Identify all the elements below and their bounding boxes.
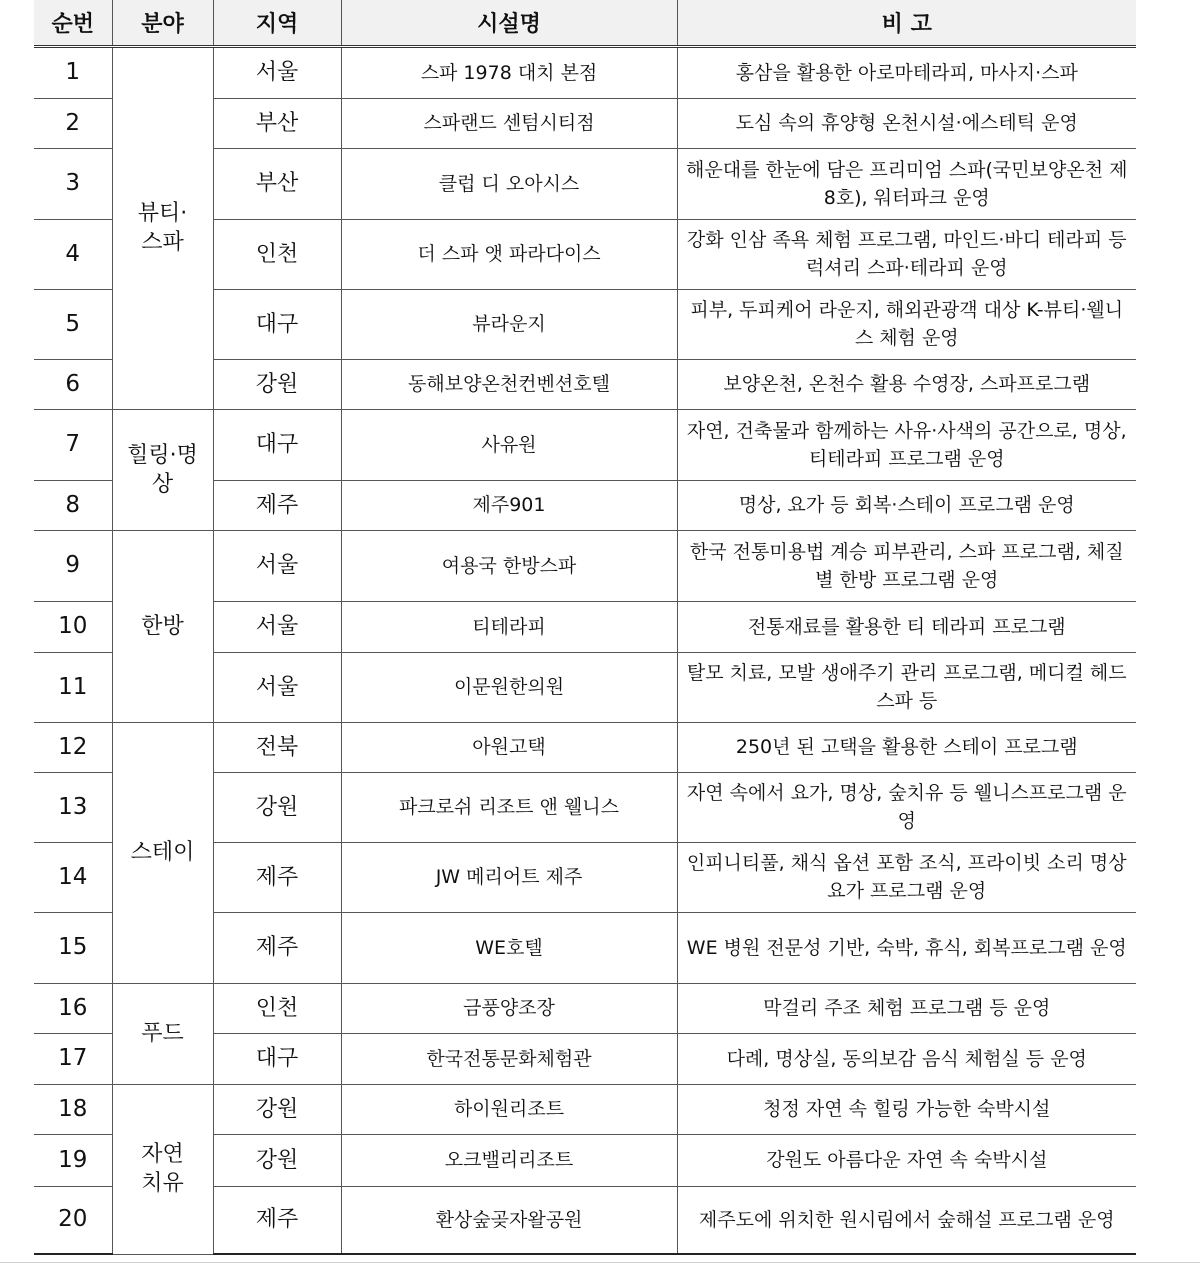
note-cell: 한국 전통미용법 계승 피부관리, 스파 프로그램, 체질별 한방 프로그램 운영 <box>677 530 1136 601</box>
header-field: 분야 <box>112 0 213 46</box>
facility-table <box>34 0 1136 1255</box>
row-number: 8 <box>34 480 112 530</box>
note-cell: 피부, 두피케어 라운지, 해외관광객 대상 K-뷰티·웰니스 체험 운영 <box>677 289 1136 359</box>
region-cell: 서울 <box>213 652 341 722</box>
row-number: 7 <box>34 409 112 480</box>
table-row <box>34 530 1136 601</box>
note-cell: 홍삼을 활용한 아로마테라피, 마사지·스파 <box>677 46 1136 98</box>
note-cell: 강원도 아름다운 자연 속 숙박시설 <box>677 1134 1136 1186</box>
facility-name-cell: WE호텔 <box>341 912 677 983</box>
note-cell: 자연, 건축물과 함께하는 사유·사색의 공간으로, 명상, 티테라피 프로그램 운영 <box>677 409 1136 480</box>
note-cell: 250년 된 고택을 활용한 스테이 프로그램 <box>677 722 1136 772</box>
facility-name-cell: 아원고택 <box>341 722 677 772</box>
row-number: 3 <box>34 148 112 219</box>
region-cell: 대구 <box>213 409 341 480</box>
facility-name-cell: 뷰라운지 <box>341 289 677 359</box>
header-facility-name: 시설명 <box>341 0 677 46</box>
row-number: 18 <box>34 1084 112 1134</box>
row-number: 5 <box>34 289 112 359</box>
row-number: 20 <box>34 1186 112 1254</box>
row-number: 9 <box>34 530 112 601</box>
field-category: 자연 치유 <box>112 1084 213 1254</box>
region-cell: 제주 <box>213 480 341 530</box>
header-no: 순번 <box>34 0 112 46</box>
region-cell: 강원 <box>213 772 341 842</box>
facility-name-cell: 하이원리조트 <box>341 1084 677 1134</box>
note-cell: 다례, 명상실, 동의보감 음식 체험실 등 운영 <box>677 1033 1136 1084</box>
region-cell: 서울 <box>213 46 341 98</box>
row-number: 17 <box>34 1033 112 1084</box>
row-number: 4 <box>34 219 112 289</box>
region-cell: 강원 <box>213 1134 341 1186</box>
facility-name-cell: 클럽 디 오아시스 <box>341 148 677 219</box>
table-row <box>34 1084 1136 1134</box>
field-category: 뷰티· 스파 <box>112 46 213 409</box>
facility-name-cell: 제주901 <box>341 480 677 530</box>
region-cell: 강원 <box>213 1084 341 1134</box>
region-cell: 제주 <box>213 912 341 983</box>
table-row <box>34 409 1136 480</box>
table-row <box>34 983 1136 1033</box>
field-category: 한방 <box>112 530 213 722</box>
note-cell: 자연 속에서 요가, 명상, 숲치유 등 웰니스프로그램 운영 <box>677 772 1136 842</box>
row-number: 10 <box>34 601 112 652</box>
facility-name-cell: 이문원한의원 <box>341 652 677 722</box>
field-category: 스테이 <box>112 722 213 983</box>
row-number: 6 <box>34 359 112 409</box>
region-cell: 대구 <box>213 1033 341 1084</box>
region-cell: 대구 <box>213 289 341 359</box>
region-cell: 강원 <box>213 359 341 409</box>
note-cell: WE 병원 전문성 기반, 숙박, 휴식, 회복프로그램 운영 <box>677 912 1136 983</box>
facility-name-cell: JW 메리어트 제주 <box>341 842 677 912</box>
region-cell: 부산 <box>213 98 341 148</box>
facility-name-cell: 동해보양온천컨벤션호텔 <box>341 359 677 409</box>
note-cell: 인피니티풀, 채식 옵션 포함 조식, 프라이빗 소리 명상 요가 프로그램 운영 <box>677 842 1136 912</box>
header-row <box>34 0 1136 46</box>
region-cell: 제주 <box>213 1186 341 1254</box>
note-cell: 청정 자연 속 힐링 가능한 숙박시설 <box>677 1084 1136 1134</box>
field-category: 푸드 <box>112 983 213 1084</box>
facility-name-cell: 여용국 한방스파 <box>341 530 677 601</box>
note-cell: 전통재료를 활용한 티 테라피 프로그램 <box>677 601 1136 652</box>
row-number: 2 <box>34 98 112 148</box>
facility-name-cell: 티테라피 <box>341 601 677 652</box>
bottom-divider <box>0 1262 1200 1263</box>
region-cell: 인천 <box>213 219 341 289</box>
note-cell: 보양온천, 온천수 활용 수영장, 스파프로그램 <box>677 359 1136 409</box>
note-cell: 제주도에 위치한 원시림에서 숲해설 프로그램 운영 <box>677 1186 1136 1254</box>
region-cell: 서울 <box>213 601 341 652</box>
facility-name-cell: 더 스파 앳 파라다이스 <box>341 219 677 289</box>
facility-name-cell: 파크로쉬 리조트 앤 웰니스 <box>341 772 677 842</box>
header-region: 지역 <box>213 0 341 46</box>
header-note: 비 고 <box>677 0 1136 46</box>
field-category: 힐링·명 상 <box>112 409 213 530</box>
note-cell: 강화 인삼 족욕 체험 프로그램, 마인드·바디 테라피 등 럭셔리 스파·테라피 운영 <box>677 219 1136 289</box>
row-number: 12 <box>34 722 112 772</box>
note-cell: 탈모 치료, 모발 생애주기 관리 프로그램, 메디컬 헤드스파 등 <box>677 652 1136 722</box>
row-number: 19 <box>34 1134 112 1186</box>
row-number: 16 <box>34 983 112 1033</box>
region-cell: 제주 <box>213 842 341 912</box>
note-cell: 도심 속의 휴양형 온천시설·에스테틱 운영 <box>677 98 1136 148</box>
region-cell: 전북 <box>213 722 341 772</box>
row-number: 1 <box>34 46 112 98</box>
note-cell: 막걸리 주조 체험 프로그램 등 운영 <box>677 983 1136 1033</box>
row-number: 14 <box>34 842 112 912</box>
region-cell: 서울 <box>213 530 341 601</box>
row-number: 15 <box>34 912 112 983</box>
table-row <box>34 46 1136 98</box>
facility-name-cell: 사유원 <box>341 409 677 480</box>
facility-name-cell: 환상숲곶자왈공원 <box>341 1186 677 1254</box>
facility-name-cell: 오크밸리리조트 <box>341 1134 677 1186</box>
table-row <box>34 722 1136 772</box>
region-cell: 인천 <box>213 983 341 1033</box>
region-cell: 부산 <box>213 148 341 219</box>
facility-name-cell: 금풍양조장 <box>341 983 677 1033</box>
table-body <box>34 46 1136 1254</box>
row-number: 13 <box>34 772 112 842</box>
facility-name-cell: 스파 1978 대치 본점 <box>341 46 677 98</box>
note-cell: 해운대를 한눈에 담은 프리미엄 스파(국민보양온천 제8호), 워터파크 운영 <box>677 148 1136 219</box>
facility-name-cell: 스파랜드 센텀시티점 <box>341 98 677 148</box>
row-number: 11 <box>34 652 112 722</box>
table-header <box>34 0 1136 46</box>
note-cell: 명상, 요가 등 회복·스테이 프로그램 운영 <box>677 480 1136 530</box>
facility-name-cell: 한국전통문화체험관 <box>341 1033 677 1084</box>
